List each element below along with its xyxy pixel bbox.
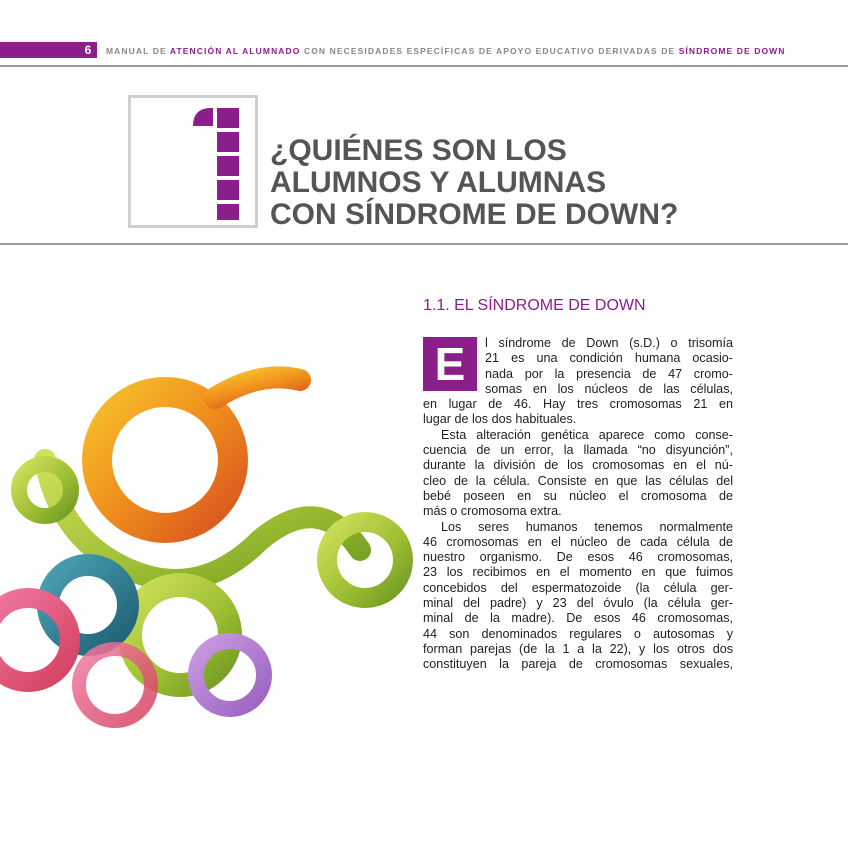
chapter-number-block-1	[217, 108, 239, 128]
chapter-title	[270, 135, 790, 231]
text-line: somas en los núcleos de las células,	[485, 381, 733, 396]
green-ring-right	[327, 522, 403, 598]
running-head-highlight1: ATENCIÓN AL ALUMNADO	[169, 46, 301, 56]
chapter-number-block-2	[217, 132, 239, 152]
body-text	[423, 336, 733, 673]
text-line: 21 es una condición humana ocasio-	[485, 351, 733, 366]
text-line: nuestro organismo. De esos 46 cromosomas,	[423, 550, 733, 565]
chapter-number-graphic	[131, 98, 255, 225]
text-line: en lugar de 46. Hay tres cromosomas 21 en	[423, 397, 733, 412]
text-line: Esta alteración genética aparece como conse-	[441, 427, 733, 442]
text-line: concebidos del espermatozoide (la célula ger-	[423, 580, 733, 595]
text-line: constituyen la pareja de cromosomas sexuales,	[423, 657, 733, 672]
text-line: 44 son denominados regulares o autosomas y	[423, 626, 733, 641]
chapter-number-block-4	[217, 180, 239, 200]
section-heading: 1.1. EL SÍNDROME DE DOWN	[423, 297, 646, 314]
text-line: lugar de los dos habituales.	[423, 412, 577, 427]
running-head-highlight2: SÍNDROME DE DOWN	[678, 46, 786, 56]
text-line: cuencia de un error, la llamada “no disyunción”,	[423, 443, 733, 458]
drop-cap: E	[423, 337, 477, 391]
orange-tail-shape	[215, 377, 300, 398]
text-line: durante la división de los cromosomas en el nú-	[423, 458, 733, 473]
text-line: más o cromosoma extra.	[423, 504, 562, 519]
chapter-number-block-3	[217, 156, 239, 176]
text-line: 23 los recibimos en el momento en que fuimos	[423, 565, 733, 580]
running-head-part3: CON NECESIDADES ESPECÍFICAS DE APOYO EDUCATIVO DERIVADAS DE	[300, 46, 679, 56]
text-line: minal de la madre). De esos 46 cromosomas,	[423, 611, 733, 626]
text-line: Los seres humanos tenemos normalmente	[441, 519, 733, 534]
text-line: forman parejas (de la 1 a la 22), y los otros dos	[423, 641, 733, 656]
orange-ring-lower	[79, 649, 151, 721]
running-head	[106, 44, 806, 58]
text-line: 46 cromosomas en el núcleo de cada célula de	[423, 534, 733, 549]
page-number: 6	[84, 43, 92, 57]
running-head-part1: MANUAL DE	[106, 46, 170, 56]
chapter-number-block-5	[217, 204, 239, 220]
decorative-rings-illustration	[0, 340, 420, 740]
chapter-number-box	[128, 95, 258, 228]
chapter-title-line: ¿QUIÉNES SON LOS	[270, 134, 567, 167]
chapter-number-hook	[193, 108, 213, 126]
chapter-title-line: CON SÍNDROME DE DOWN?	[270, 198, 679, 231]
title-divider	[0, 243, 848, 245]
text-line: minal del padre) y 23 del óvulo (la célula ger-	[423, 596, 733, 611]
large-orange-ring	[97, 392, 233, 528]
text-line: cleo de la célula. Consiste en que las células del	[423, 473, 733, 488]
header-divider	[0, 65, 848, 67]
text-line: l síndrome de Down (s.D.) o trisomía	[485, 336, 733, 350]
text-line: bebé poseen en su núcleo el cromosoma de	[423, 488, 733, 503]
chapter-title-line: ALUMNOS Y ALUMNAS	[270, 166, 607, 199]
text-line: nada por la presencia de 47 cromo-	[485, 366, 733, 381]
